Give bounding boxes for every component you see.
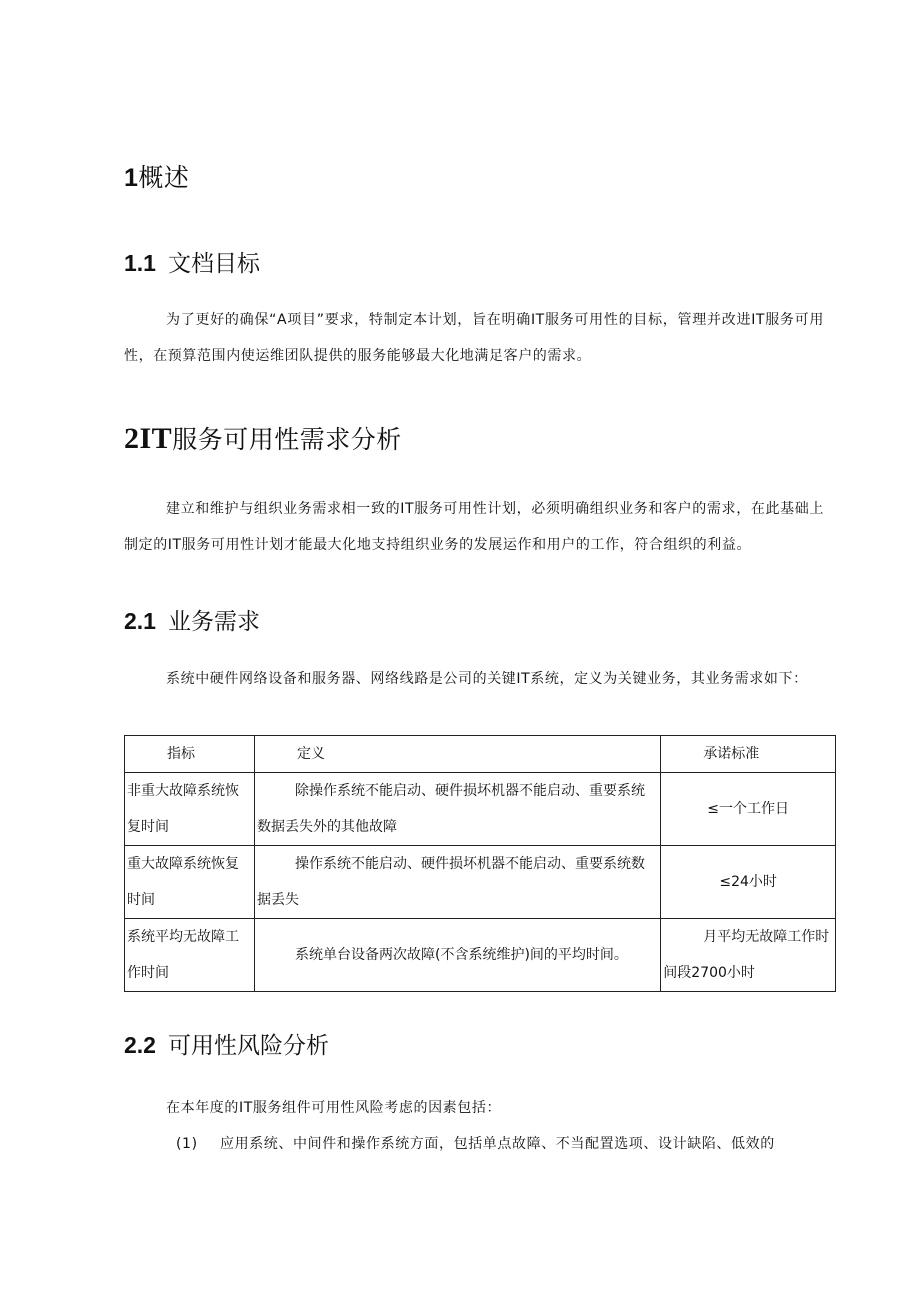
list-item-text: 应用系统、中间件和操作系统方面，包括单点故障、不当配置选项、设计缺陷、低效的 — [220, 1136, 775, 1152]
section-1-1-title: 文档目标 — [168, 251, 260, 277]
section-1-title: 概述 — [138, 163, 190, 192]
cell-indicator: 重大故障系统恢复时间 — [125, 846, 255, 919]
cell-definition: 除操作系统不能启动、硬件损坏机器不能启动、重要系统数据丢失外的其他故障 — [255, 773, 661, 846]
header-indicator: 指标 — [125, 736, 255, 773]
section-2-2-paragraph: 在本年度的IT服务组件可用性风险考虑的因素包括： — [166, 1100, 502, 1116]
section-1-heading — [124, 158, 189, 194]
section-2-title: 服务可用性需求分析 — [172, 425, 402, 454]
section-2-1-paragraph: 系统中硬件网络设备和服务器、网络线路是公司的关键IT系统，定义为关键业务，其业务需求如下： — [166, 671, 808, 687]
section-2-paragraph: 建立和维护与组织业务需求相一致的IT服务可用性计划，必须明确组织业务和客户的需求，在此基础上制定的IT服务可用性计划才能最大化地支持组织业务的发展运作和用户的工作，符合组织的利益。 — [124, 501, 824, 553]
cell-standard: 月平均无故障工作时间段2700小时 — [661, 919, 836, 992]
header-definition: 定义 — [255, 736, 661, 773]
section-1-1-paragraph: 为了更好的确保“A项目”要求，特制定本计划，旨在明确IT服务可用性的目标，管理并改进IT服务可用性，在预算范围内使运维团队提供的服务能够最大化地满足客户的需求。 — [124, 312, 824, 364]
cell-standard: ≤24小时 — [661, 846, 836, 919]
section-1-1-number: 1.1 — [124, 250, 156, 276]
section-2-1-number: 2.1 — [124, 608, 156, 634]
cell-indicator: 非重大故障系统恢复时间 — [125, 773, 255, 846]
section-2-1-title: 业务需求 — [168, 609, 260, 635]
section-2-2-heading — [124, 1027, 329, 1060]
section-2-number: 2IT — [124, 422, 173, 455]
section-2-heading — [124, 420, 402, 456]
list-item-marker: (1) — [176, 1136, 198, 1152]
cell-definition: 系统单台设备两次故障(不含系统维护)间的平均时间。 — [255, 919, 661, 992]
cell-standard: ≤一个工作日 — [661, 773, 836, 846]
business-requirements-table — [124, 735, 836, 992]
list-item — [176, 1126, 775, 1162]
section-1-number: 1 — [124, 164, 139, 192]
header-standard: 承诺标准 — [661, 736, 836, 773]
cell-definition: 操作系统不能启动、硬件损坏机器不能启动、重要系统数据丢失 — [255, 846, 661, 919]
section-2-2-number: 2.2 — [124, 1032, 156, 1058]
section-1-1-heading — [124, 245, 260, 278]
cell-indicator: 系统平均无故障工作时间 — [125, 919, 255, 992]
table-row — [125, 846, 836, 919]
table-row — [125, 919, 836, 992]
table-row — [125, 773, 836, 846]
section-2-1-heading — [124, 603, 260, 636]
section-2-2-title: 可用性风险分析 — [168, 1033, 329, 1059]
table-header-row — [125, 736, 836, 773]
